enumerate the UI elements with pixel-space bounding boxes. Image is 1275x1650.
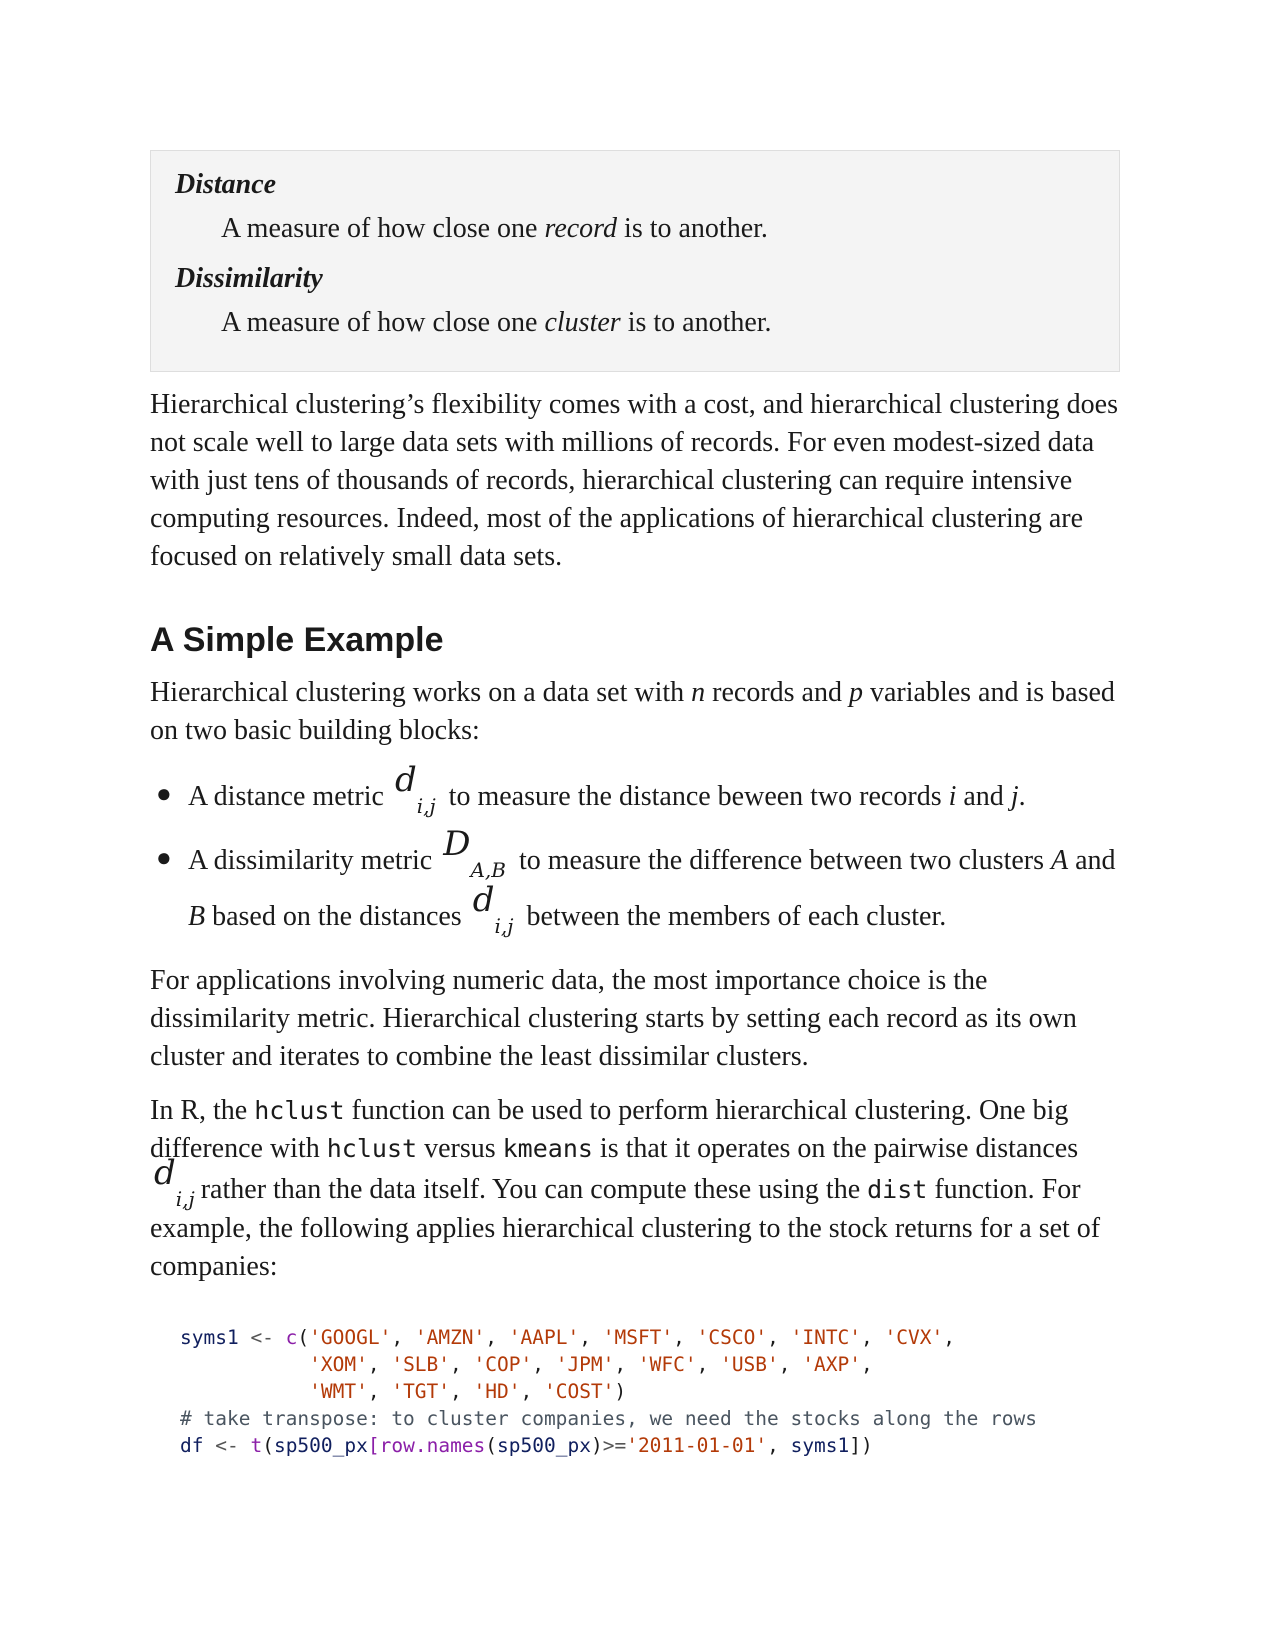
code-block: syms1 <- c('GOOGL', 'AMZN', 'AAPL', 'MSFT', 'CSCO', 'INTC', 'CVX', 'XOM', 'SLB', 'COP', 'JPM', 'WFC', 'USB', 'AXP', 'WMT', 'TGT', 'HD', 'COST') # take transpose: to cluster companies, we need the stocks along the rows df <- t(sp500_px[row.names(sp500_px)>='2011-01-01', syms1])	[180, 1326, 1038, 1457]
math-d-ij: $d_{i,j}$	[154, 1153, 195, 1211]
code-inline-hclust: hclust	[326, 1134, 418, 1163]
paragraph-numeric-data: For applications involving numeric data, the most importance choice is the dissimilarity metric. Hierarchical clustering starts by setting each record as its own cluster and iterates to combine the least dissimilar clusters.	[150, 965, 1077, 1072]
glossary-term-dissimilarity: Dissimilarity	[175, 263, 323, 294]
bullet-icon: ●	[156, 843, 172, 872]
code-comment: # take transpose: to cluster companies, we need the stocks along the rows	[180, 1407, 1038, 1430]
paragraph-intro: Hierarchical clustering works on a data set with n records and p variables and is based on two basic building blocks:	[150, 677, 1115, 746]
section-heading: A Simple Example	[150, 621, 444, 659]
glossary-def-dissimilarity: A measure of how close one cluster is to another.	[221, 307, 772, 338]
math-d-ij: $d_{i,j}$	[394, 760, 436, 818]
math-d-ij: $d_{i,j}$	[472, 880, 514, 938]
list-item-distance-metric: ● A distance metric $d_{i,j}$ to measure the distance beween two records i and j.	[150, 768, 1120, 824]
code-inline-dist: dist	[867, 1175, 928, 1204]
math-D-AB: $D_{A,B}$	[443, 824, 506, 882]
glossary-sidebar	[150, 150, 1120, 372]
code-inline-kmeans: kmeans	[502, 1134, 593, 1163]
list-item-dissimilarity-metric: ● A dissimilarity metric $D_{A,B}$ to measure the difference between two clusters A and B based on the distances $d_{i,j}$ between the members of each cluster.	[150, 832, 1120, 944]
document-page	[150, 150, 1120, 1459]
glossary-def-distance: A measure of how close one record is to another.	[221, 213, 768, 244]
glossary-term-distance: Distance	[175, 169, 277, 200]
bullet-icon: ●	[156, 779, 172, 808]
paragraph-hclust: In R, the hclust function can be used to perform hierarchical clustering. One big difference with hclust versus kmeans is that it operates on the pairwise distancesd$_{i,j}$ rather than the data itself. You can compute these using the dist function. For example, the following applies hierarchical clustering to the stock returns for a set of companies:	[150, 1095, 1101, 1282]
code-inline-hclust: hclust	[254, 1096, 345, 1125]
paragraph-scalability: Hierarchical clustering’s flexibility comes with a cost, and hierarchical clustering does not scale well to large data sets with millions of records. For even modest-sized data with just tens of thousands of records, hierarchical clustering can require intensive computing resources. Indeed, most of the applications of hierarchical clustering are focused on relatively small data sets.	[150, 389, 1118, 572]
building-blocks-list	[150, 760, 1120, 944]
